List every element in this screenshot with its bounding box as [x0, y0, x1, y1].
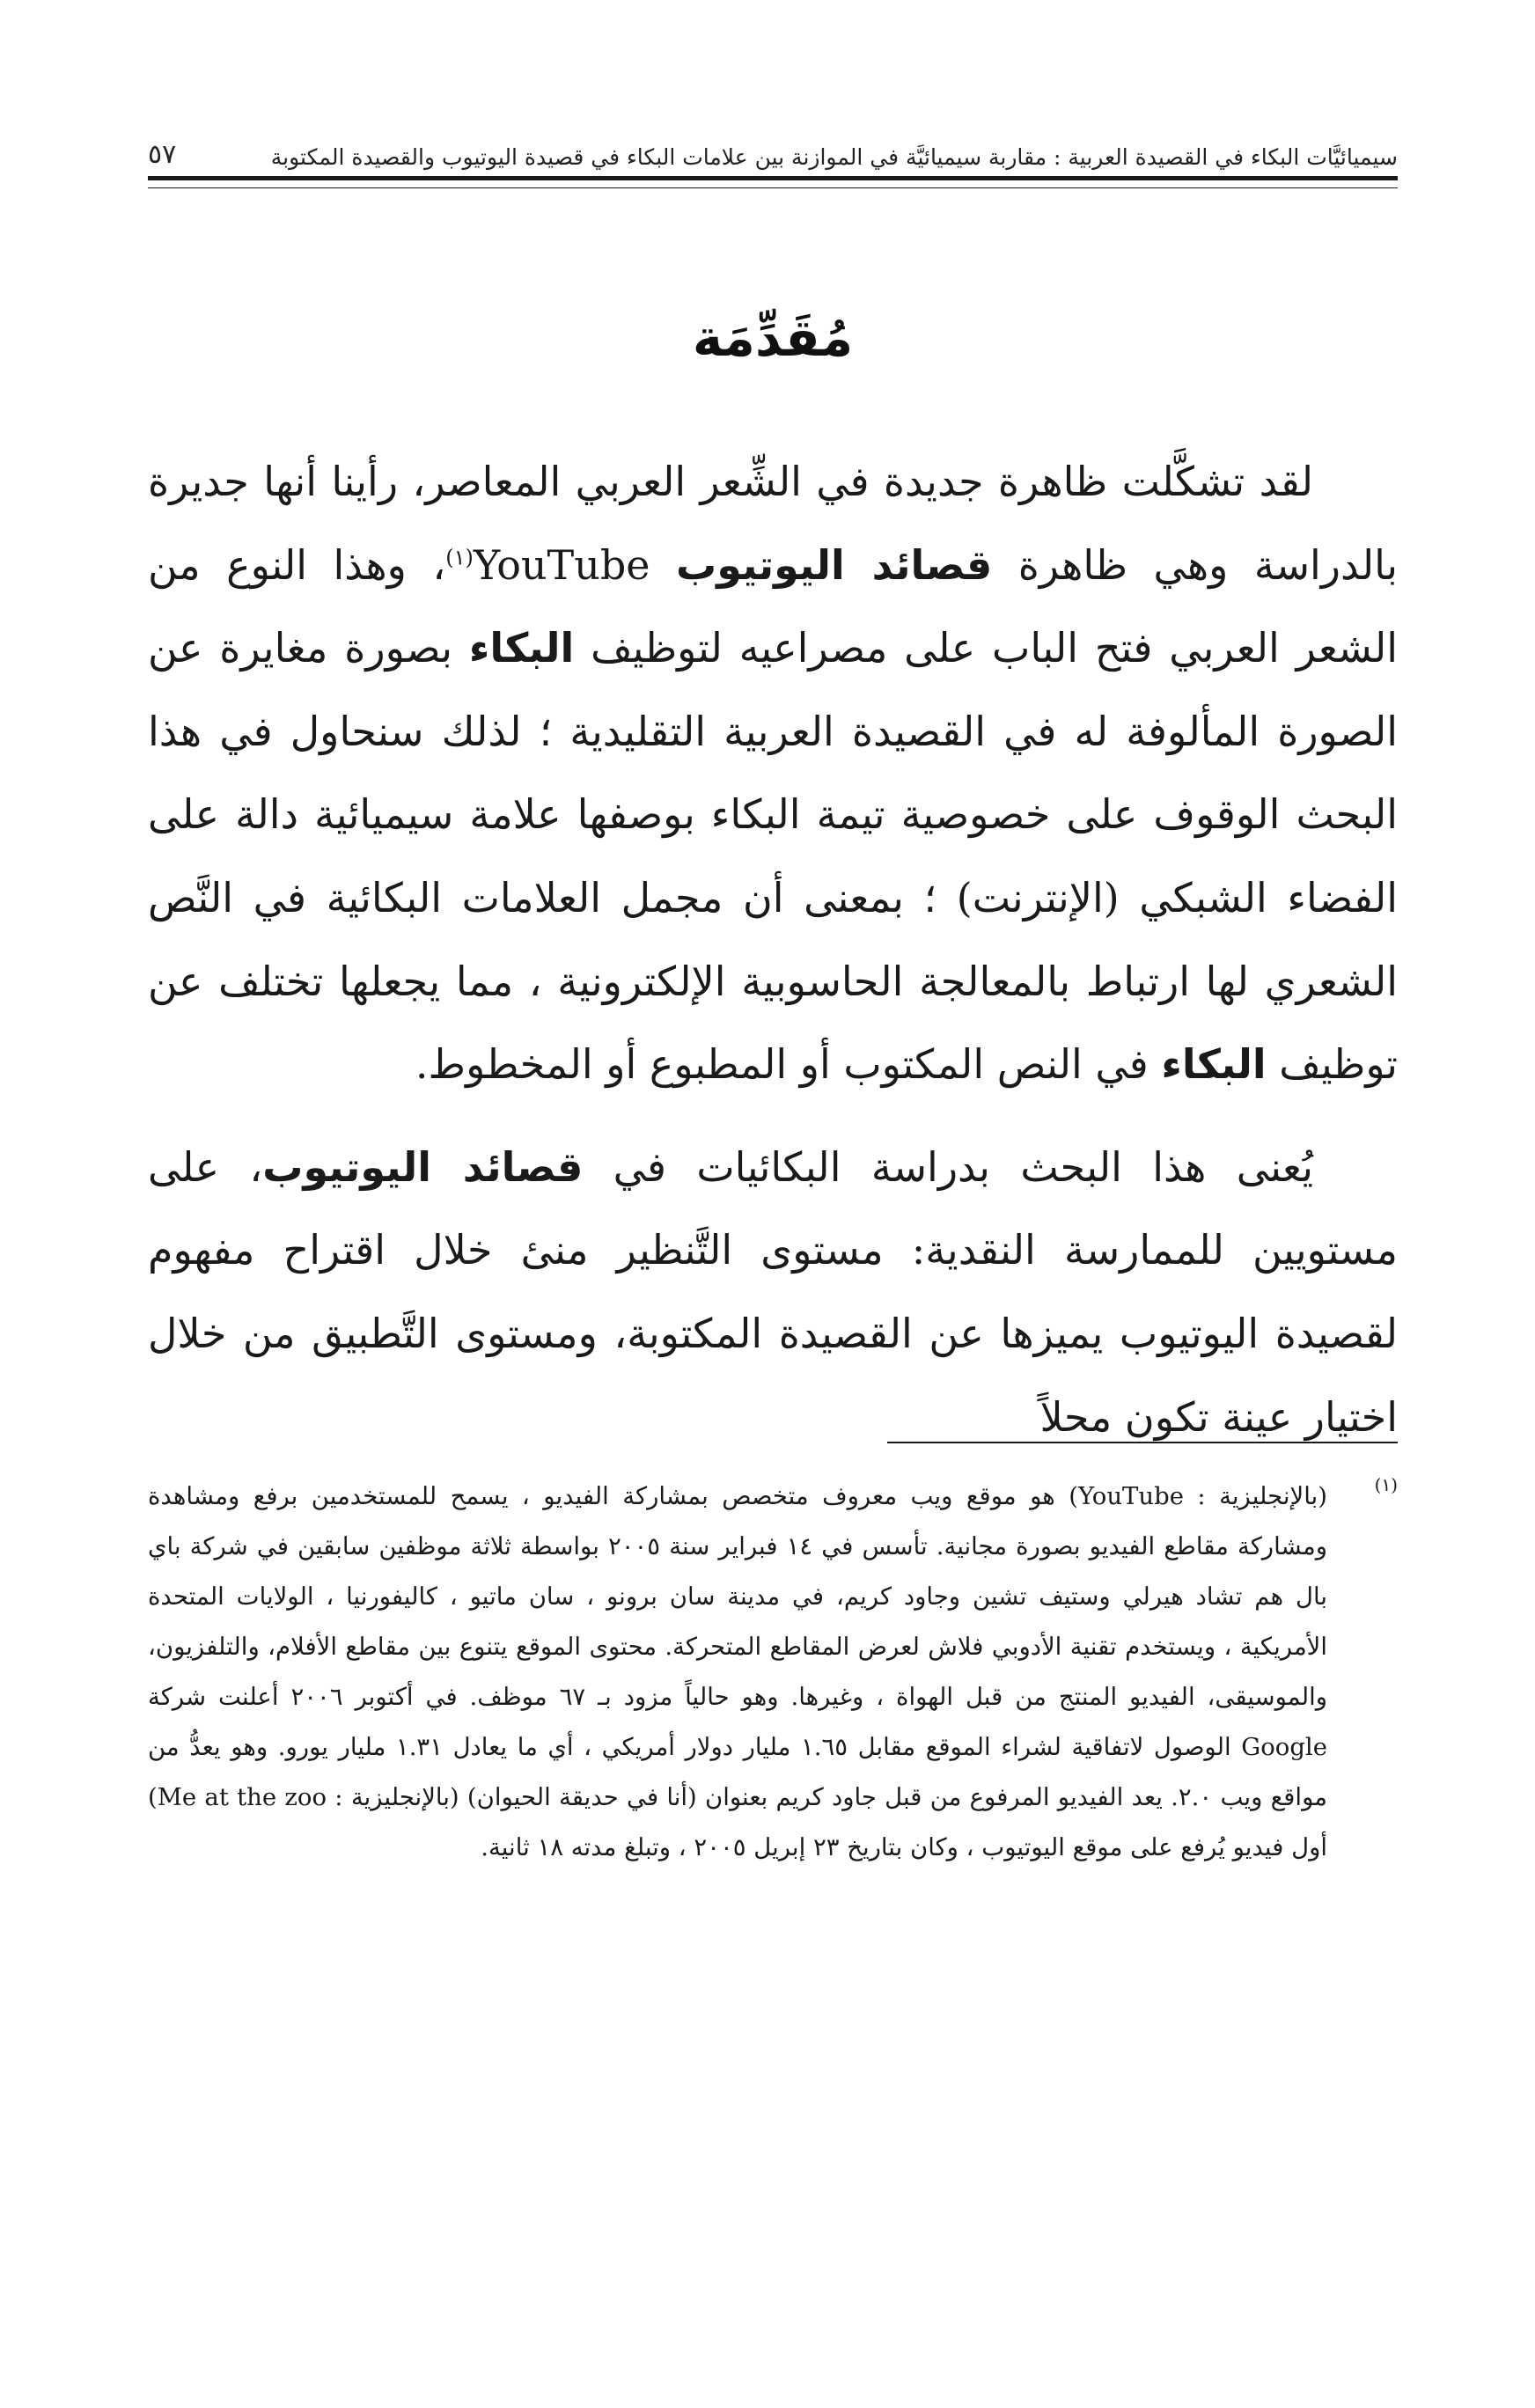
- paragraph-1-text-3: بصورة مغايرة عن الصورة المألوفة له في القصيدة العربية التقليدية ؛ لذلك سنحاول في هذا البحث الوقوف على خصوصية تيمة البكاء بوصفها علامة سيميائية دالة على الفضاء الشبكي (الإنترنت) ؛ بمعنى أن مجمل العلامات البكائية في النَّص الشعري لها ارتباط بالمعالجة الحاسوبية الإلكترونية ، مما يجعلها تختلف عن توظيف: [148, 624, 1398, 1089]
- page-number: ٥٧: [148, 139, 177, 170]
- section-heading: مُقَدِّمَة: [692, 308, 854, 368]
- paragraph-1-text-1: لقد تشكَّلت ظاهرة جديدة في الشِّعر العربي المعاصر، رأينا أنها جديرة بالدراسة وهي ظاهرة: [148, 458, 1398, 589]
- paragraph-1: [148, 440, 1398, 1106]
- footnote-text-3: الوصول لاتفاقية لشراء الموقع مقابل ١.٦٥ مليار دولار أمريكي ، أي ما يعادل ١.٣١ مليار يورو. وهو يعدُّ من مواقع ويب ٢.٠. يعد الفيديو المرفوع من قبل جاود كريم بعنوان (أنا في حديقة الحيوان) (بالإنجليزية :: [148, 1733, 1328, 1811]
- running-header: [148, 109, 1398, 171]
- footnote: [148, 1472, 1398, 1873]
- paragraph-1-text-2: ، وهذا النوع من الشعر العربي فتح الباب على مصراعيه لتوظيف: [148, 540, 1398, 672]
- footnote-body: [148, 1472, 1327, 1873]
- paragraph-2-text-2: ، على مستويين للممارسة النقدية: مستوى التَّنظير منىٔ خلال اقتراح مفهوم لقصيدة اليوتيوب يميزها عن القصيدة المكتوبة، ومستوى التَّطبيق من خلال اختيار عينة تكون محلاً: [148, 1142, 1398, 1441]
- term-youtube-latin: YouTube: [473, 540, 650, 589]
- footnote-latin-zoo: Me at the zoo: [157, 1783, 327, 1811]
- paragraph-1-text-4: في النص المكتوب أو المطبوع أو المخطوط.: [415, 1040, 1162, 1089]
- header-rule-thick: [148, 176, 1398, 180]
- term-youtube-poems: قصائد اليوتيوب: [676, 540, 993, 589]
- term-youtube-poems-2: قصائد اليوتيوب: [262, 1142, 584, 1191]
- footnote-text-2: ) هو موقع ويب معروف متخصص بمشاركة الفيديو ، يسمح للمستخدمين برفع ومشاهدة ومشاركة مقاطع الفيديو بصورة مجانية. تأسس في ١٤ فبراير سنة ٢٠٠٥ بواسطة ثلاثة موظفين سابقين في شركة باي بال هم تشاد هيرلي وستيف تشين وجاود كريم، في مدينة سان برونو ، سان ماتيو ، كاليفورنيا ، الولايات المتحدة الأمريكية ، ويستخدم تقنية الأدوبي فلاش لعرض المقاطع المتحركة. محتوى الموقع يتنوع بين مقاطع الأفلام، والتلفزيون، والموسيقى، الفيديو المنتج من قبل الهواة ، وغيرها. وهو حالياً مزود بـ ٦٧ موظف. في أكتوبر ٢٠٠٦ أعلنت شركة: [148, 1482, 1327, 1711]
- footnote-marker: (١): [1374, 1474, 1398, 1495]
- footnote-text-4: ) أول فيديو يُرفع على موقع اليوتيوب ، وكان بتاريخ ٢٣ إبريل ٢٠٠٥ ، وتبلغ مدته ١٨ ثانية.: [148, 1783, 1327, 1861]
- footnote-reference[interactable]: (١): [445, 545, 474, 570]
- footnote-text-1: (بالإنجليزية :: [1183, 1482, 1327, 1510]
- running-header-title: سيميائيَّات البكاء في القصيدة العربية : مقاربة سيميائيَّة في الموازنة بين علامات البكاء في قصيدة اليوتيوب والقصيدة المكتوبة: [270, 144, 1398, 170]
- body-text: [148, 440, 1398, 1458]
- term-weeping-1: البكاء: [468, 624, 575, 672]
- paragraph-2: [148, 1126, 1398, 1458]
- paragraph-2-text-1: يُعنى هذا البحث بدراسة البكائيات في: [583, 1142, 1313, 1191]
- footnote-latin-youtube: YouTube: [1078, 1482, 1184, 1510]
- header-rule-thin: [148, 187, 1398, 188]
- footnote-latin-google: Google: [1241, 1733, 1327, 1761]
- footnote-separator: [887, 1442, 1398, 1443]
- term-weeping-2: البكاء: [1161, 1040, 1267, 1089]
